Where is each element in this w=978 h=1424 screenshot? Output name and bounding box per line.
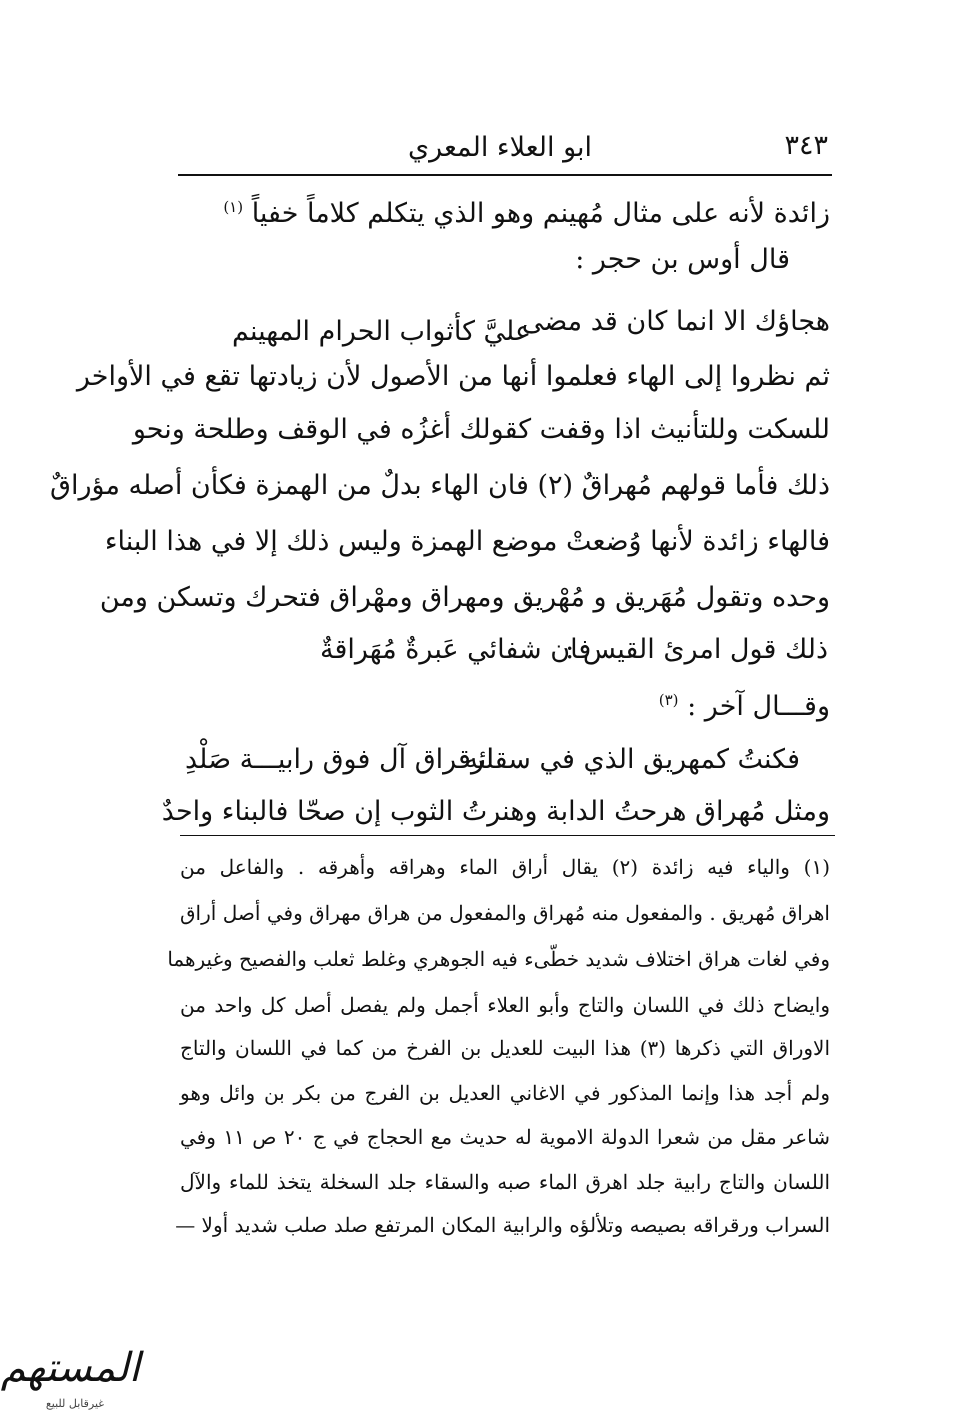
main-text-line: وحده وتقول مُهَريق و مُهْريق ومهراق ومهْراق فتحرك وتسكن ومن xyxy=(99,582,830,613)
main-text-line xyxy=(659,680,830,727)
main-text-line: ومثل مُهراق هرحتُ الدابة وهنرتُ الثوب إن صحّا فالبناء واحدٌ xyxy=(161,796,830,827)
verse-hemistich: هجاؤك الا انما كان قد مضى xyxy=(521,306,830,337)
footnote-line: الاوراق التي ذكرها (٣) هذا البيت للعديل بن الفرخ من كما في اللسان والتاج xyxy=(180,1036,831,1060)
footnote-line: السراب ورقراقه بصيصه وتلألؤه والرابية المكان المرتفع صلد صلب شديد أولا — xyxy=(175,1213,830,1237)
main-text-line: قال أوس بن حجر : xyxy=(575,244,790,275)
footnote-line: شاعر مقل من شعرا الدولة الاموية له حديث مع الحجاج في ج ٢٠ ص ١١ وفي xyxy=(180,1125,831,1149)
footnote-line: اللسان والتاج رابية جلد اهرق الماء صبه والسقاء جلد السخلة يتخذ للماء والآل xyxy=(180,1170,830,1194)
main-text-line: ذلك فأما قولهم مُهراقٌ (٢) فان الهاء بدلٌ من الهمزة فكأن أصله مؤراقٌ xyxy=(50,470,830,501)
verse-hemistich: لرقراق آل فوق رابيـــة صَلْدِ xyxy=(185,744,495,775)
main-text-span: زائدة لأنه على مثال مُهينم وهو الذي يتكلم كلاماً خفياً xyxy=(251,198,830,229)
main-text-line: للسكت وللتأنيث اذا وقفت كقولك أغزُه في الوقف وطلحة ونحو xyxy=(132,414,830,445)
footnote-marker: (١) xyxy=(223,198,244,216)
footnote-line: ولم أجد هذا وإنما المذكور في الاغاني العديل بن الفرج من بكر بن وائل وهو xyxy=(180,1081,830,1105)
footnote-marker: (٣) xyxy=(658,691,679,709)
stamp-subtext: غيرقابل للبيع xyxy=(45,1397,105,1410)
verse-hemistich: فان شفائي عَبرةٌ مُهَراقةٌ xyxy=(320,634,592,665)
header-rule xyxy=(178,174,832,176)
main-text-line: فالهاء زائدة لأنها وُضعتْ موضع الهمزة وليس ذلك إلا في هذا البناء xyxy=(104,526,830,557)
stamp-lettering: المستهم xyxy=(0,1345,140,1391)
verse-hemistich: فكنتُ كمهريق الذي في سقائه xyxy=(464,744,800,775)
footnote-line: اهراق مُهريق . والمفعول منه مُهراق والمفعول من هراق مهراق وفي أصل أراق xyxy=(180,901,830,925)
verse-hemistich: عليَّ كأثواب الحرام المهينم xyxy=(232,316,532,347)
footnote-line: (١) والياء فيه زائدة (٢) يقال أراق الماء وهراقه وأهرقه . والفاعل من xyxy=(180,855,830,879)
footnote-line: وايضاح ذلك في اللسان والتاج وأبو العلاء أجمل ولم يفصل أصل كل واحد من xyxy=(180,993,830,1017)
main-text-span: وقـــال آخر : xyxy=(687,691,830,722)
footnote-line: وفي لغات هراق اختلاف شديد خطّىء فيه الجوهري وغلط ثعلب والفصيح وغيرهما xyxy=(167,947,830,971)
main-text-line xyxy=(180,187,830,234)
page-number: ٣٤٣ xyxy=(784,130,828,161)
running-title: ابو العلاء المعري xyxy=(407,132,593,163)
library-stamp-logo xyxy=(0,1345,140,1415)
footnote-rule xyxy=(180,835,835,836)
main-text-span: ذلك قول امرئ القيس : xyxy=(565,634,828,665)
main-text-line: ثم نظروا إلى الهاء فعلموا أنها من الأصول لأن زيادتها تقع في الأواخر xyxy=(76,361,830,392)
